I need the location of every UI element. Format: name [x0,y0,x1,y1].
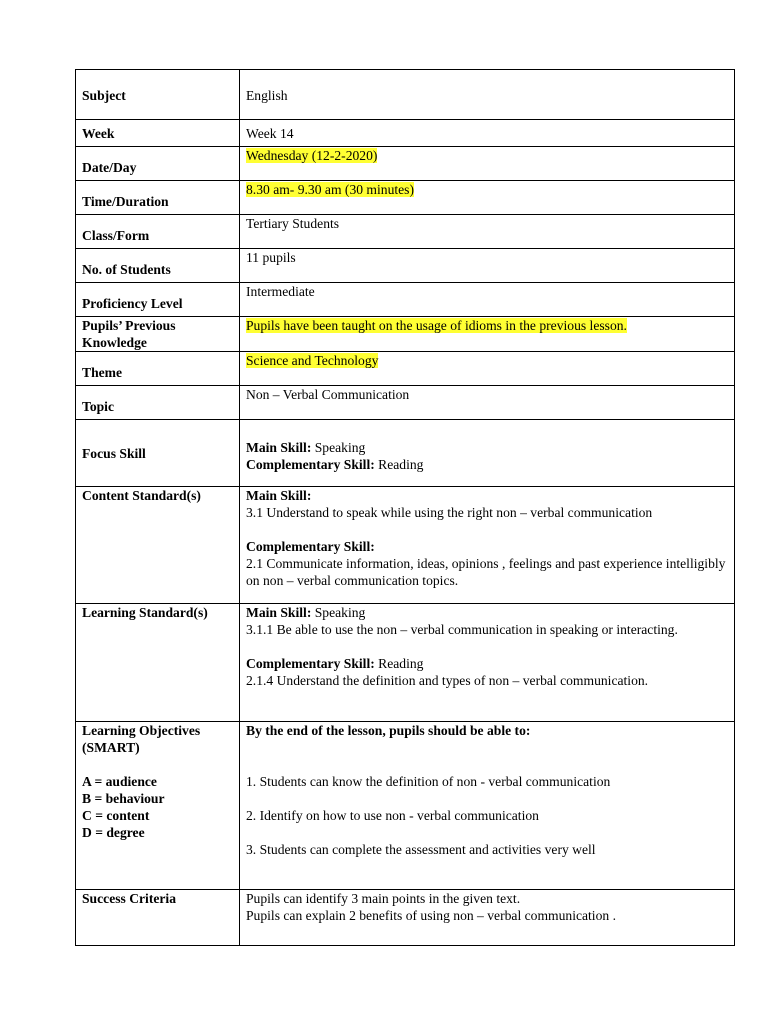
row-students [76,249,735,283]
students-value-text: 11 pupils [246,250,296,265]
objectives-spacer-3 [246,824,730,841]
focus-skill-label [76,420,240,487]
success-criteria-value [240,890,735,946]
row-week [76,120,735,147]
learning-main-label: Main Skill: [246,605,312,620]
focus-main-label: Main Skill: [246,440,312,455]
objectives-spacer-1 [246,739,730,756]
focus-skill-value [240,420,735,487]
content-standard-value [240,487,735,604]
previous-knowledge-label [76,317,240,352]
row-content-standard [76,487,735,604]
row-learning-objectives [76,722,735,890]
content-main-text: 3.1 Understand to speak while using the right non – verbal communication [246,505,653,520]
row-focus-skill [76,420,735,487]
objectives-key-b: B = behaviour [82,791,165,806]
learning-main-line [246,604,730,621]
content-spacer [246,521,730,538]
objectives-label-line2: (SMART) [82,740,140,755]
content-main-label: Main Skill: [246,488,312,503]
date-label-text: Date/Day [82,160,137,175]
row-theme [76,352,735,386]
students-label [76,249,240,283]
row-proficiency [76,283,735,317]
objectives-item-2: 2. Identify on how to use non - verbal communication [246,808,539,823]
success-criteria-label-text: Success Criteria [82,891,176,906]
class-value-text: Tertiary Students [246,216,340,231]
lesson-plan-table [75,69,735,946]
objectives-label-spacer [82,756,239,773]
theme-value-text: Science and Technology [246,353,379,368]
learning-comp-label: Complementary Skill: [246,656,375,671]
class-label [76,215,240,249]
objectives-key-c: C = content [82,808,150,823]
objectives-spacer-2 [246,790,730,807]
focus-skill-label-text: Focus Skill [82,445,146,461]
learning-objectives-value [240,722,735,890]
students-value [240,249,735,283]
date-label [76,147,240,181]
learning-standard-value [240,604,735,722]
students-label-text: No. of Students [82,262,171,277]
topic-value [240,386,735,420]
learning-standard-label-text: Learning Standard(s) [82,605,208,620]
time-value-text: 8.30 am- 9.30 am (30 minutes) [246,182,415,197]
week-label [76,120,240,147]
date-value [240,147,735,181]
subject-value-text: English [246,88,288,103]
focus-comp-line [246,456,730,473]
learning-main-value: Speaking [311,605,366,620]
time-label [76,181,240,215]
learning-main-text: 3.1.1 Be able to use the non – verbal communication in speaking or interacting. [246,622,678,637]
learning-standard-label [76,604,240,722]
content-comp-label: Complementary Skill: [246,539,375,554]
theme-label [76,352,240,386]
row-previous-knowledge [76,317,735,352]
row-learning-standard [76,604,735,722]
focus-comp-label: Complementary Skill: [246,457,375,472]
topic-value-text: Non – Verbal Communication [246,387,410,402]
proficiency-label [76,283,240,317]
previous-knowledge-value [240,317,735,352]
focus-main-line [246,439,730,456]
week-value-text: Week 14 [246,125,294,141]
focus-main-value: Speaking [311,440,366,455]
topic-label-text: Topic [82,399,114,414]
objectives-item-1: 1. Students can know the definition of non - verbal communication [246,774,611,789]
theme-label-text: Theme [82,365,123,380]
row-time [76,181,735,215]
row-success-criteria [76,890,735,946]
objectives-label-line1: Learning Objectives [82,723,201,738]
success-line-1: Pupils can identify 3 main points in the given text. [246,891,521,906]
time-label-text: Time/Duration [82,194,169,209]
content-comp-text: 2.1 Communicate information, ideas, opinions , feelings and past experience intelligibly on non – verbal communication topics. [246,556,726,588]
objectives-key-a: A = audience [82,774,157,789]
previous-knowledge-label-text: Pupils’ Previous Knowledge [82,318,176,350]
row-subject [76,70,735,120]
class-label-text: Class/Form [82,228,150,243]
objectives-key-d: D = degree [82,825,145,840]
subject-label [76,70,240,120]
date-value-text: Wednesday (12-2-2020) [246,148,378,163]
class-value [240,215,735,249]
proficiency-label-text: Proficiency Level [82,296,183,311]
proficiency-value [240,283,735,317]
learning-objectives-label [76,722,240,890]
subject-label-text: Subject [82,88,126,103]
subject-value [240,70,735,120]
success-criteria-label [76,890,240,946]
previous-knowledge-value-text: Pupils have been taught on the usage of idioms in the previous lesson. [246,318,627,333]
row-topic [76,386,735,420]
objectives-item-3: 3. Students can complete the assessment and activities very well [246,842,596,857]
learning-spacer [246,638,730,655]
time-value [240,181,735,215]
success-line-2: Pupils can explain 2 benefits of using non – verbal communication . [246,908,616,923]
focus-comp-value: Reading [374,457,424,472]
row-date [76,147,735,181]
learning-comp-value: Reading [374,656,424,671]
topic-label [76,386,240,420]
objectives-intro: By the end of the lesson, pupils should be able to: [246,723,531,738]
learning-comp-line [246,655,730,672]
proficiency-value-text: Intermediate [246,284,315,299]
content-standard-label-text: Content Standard(s) [82,488,201,503]
content-standard-label [76,487,240,604]
theme-value [240,352,735,386]
row-class [76,215,735,249]
learning-comp-text: 2.1.4 Understand the definition and types of non – verbal communication. [246,673,649,688]
week-value [240,120,735,147]
week-label-text: Week [82,125,115,141]
